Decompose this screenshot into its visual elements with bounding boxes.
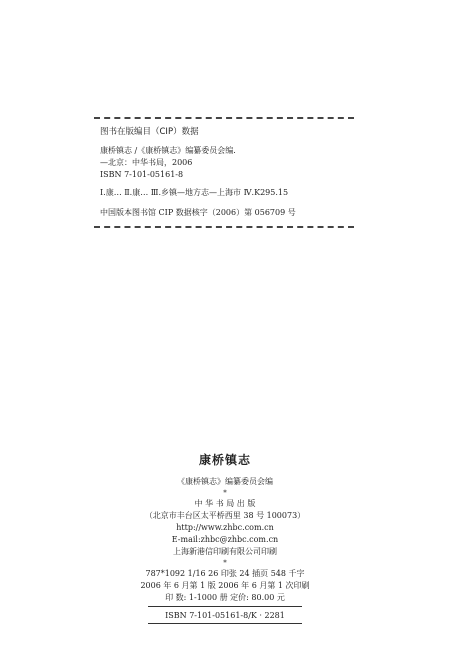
colophon-rule-bottom bbox=[148, 623, 302, 624]
publisher-website: http://www.zhbc.com.cn bbox=[176, 523, 274, 532]
cip-record-number: 中国版本图书馆 CIP 数据核字（2006）第 056709 号 bbox=[100, 208, 296, 217]
printer-line: 上海新港信印刷有限公司印刷 bbox=[173, 547, 277, 556]
cip-top-dashed-rule bbox=[94, 117, 354, 119]
colophon-rule-top bbox=[148, 606, 302, 607]
editor-line: 《康桥镇志》编纂委员会编 bbox=[177, 477, 273, 486]
cip-publisher-line: —北京：中华书局，2006 bbox=[100, 158, 193, 167]
print-run-and-price: 印 数: 1-1000 册 定价: 80.00 元 bbox=[165, 593, 285, 602]
separator-asterisk: * bbox=[223, 489, 227, 497]
cip-bottom-dashed-rule bbox=[94, 226, 354, 228]
cip-title-line: 康桥镇志 /《康桥镇志》编纂委员会编. bbox=[100, 146, 236, 155]
publisher-line: 中 华 书 局 出 版 bbox=[194, 499, 256, 508]
cip-subjects-line: Ⅰ.康… Ⅱ.康… Ⅲ.乡镇—地方志—上海市 Ⅳ.K295.15 bbox=[100, 188, 289, 197]
cip-isbn-line: ISBN 7-101-05161-8 bbox=[100, 170, 184, 179]
cip-heading: 图书在版编目（CIP）数据 bbox=[100, 127, 199, 137]
format-specs: 787*1092 1/16 26 印张 24 插页 548 千字 bbox=[145, 569, 305, 578]
book-title: 康桥镇志 bbox=[198, 453, 251, 467]
isbn-bottom: ISBN 7-101-05161-8/K · 2281 bbox=[165, 611, 285, 620]
edition-info: 2006 年 6 月第 1 版 2006 年 6 月第 1 次印刷 bbox=[140, 581, 310, 590]
publisher-address: （北京市丰台区太平桥西里 38 号 100073） bbox=[144, 511, 306, 520]
publisher-email: E-mail:zhbc@zhbc.com.cn bbox=[171, 535, 279, 544]
separator-asterisk: * bbox=[223, 559, 227, 567]
